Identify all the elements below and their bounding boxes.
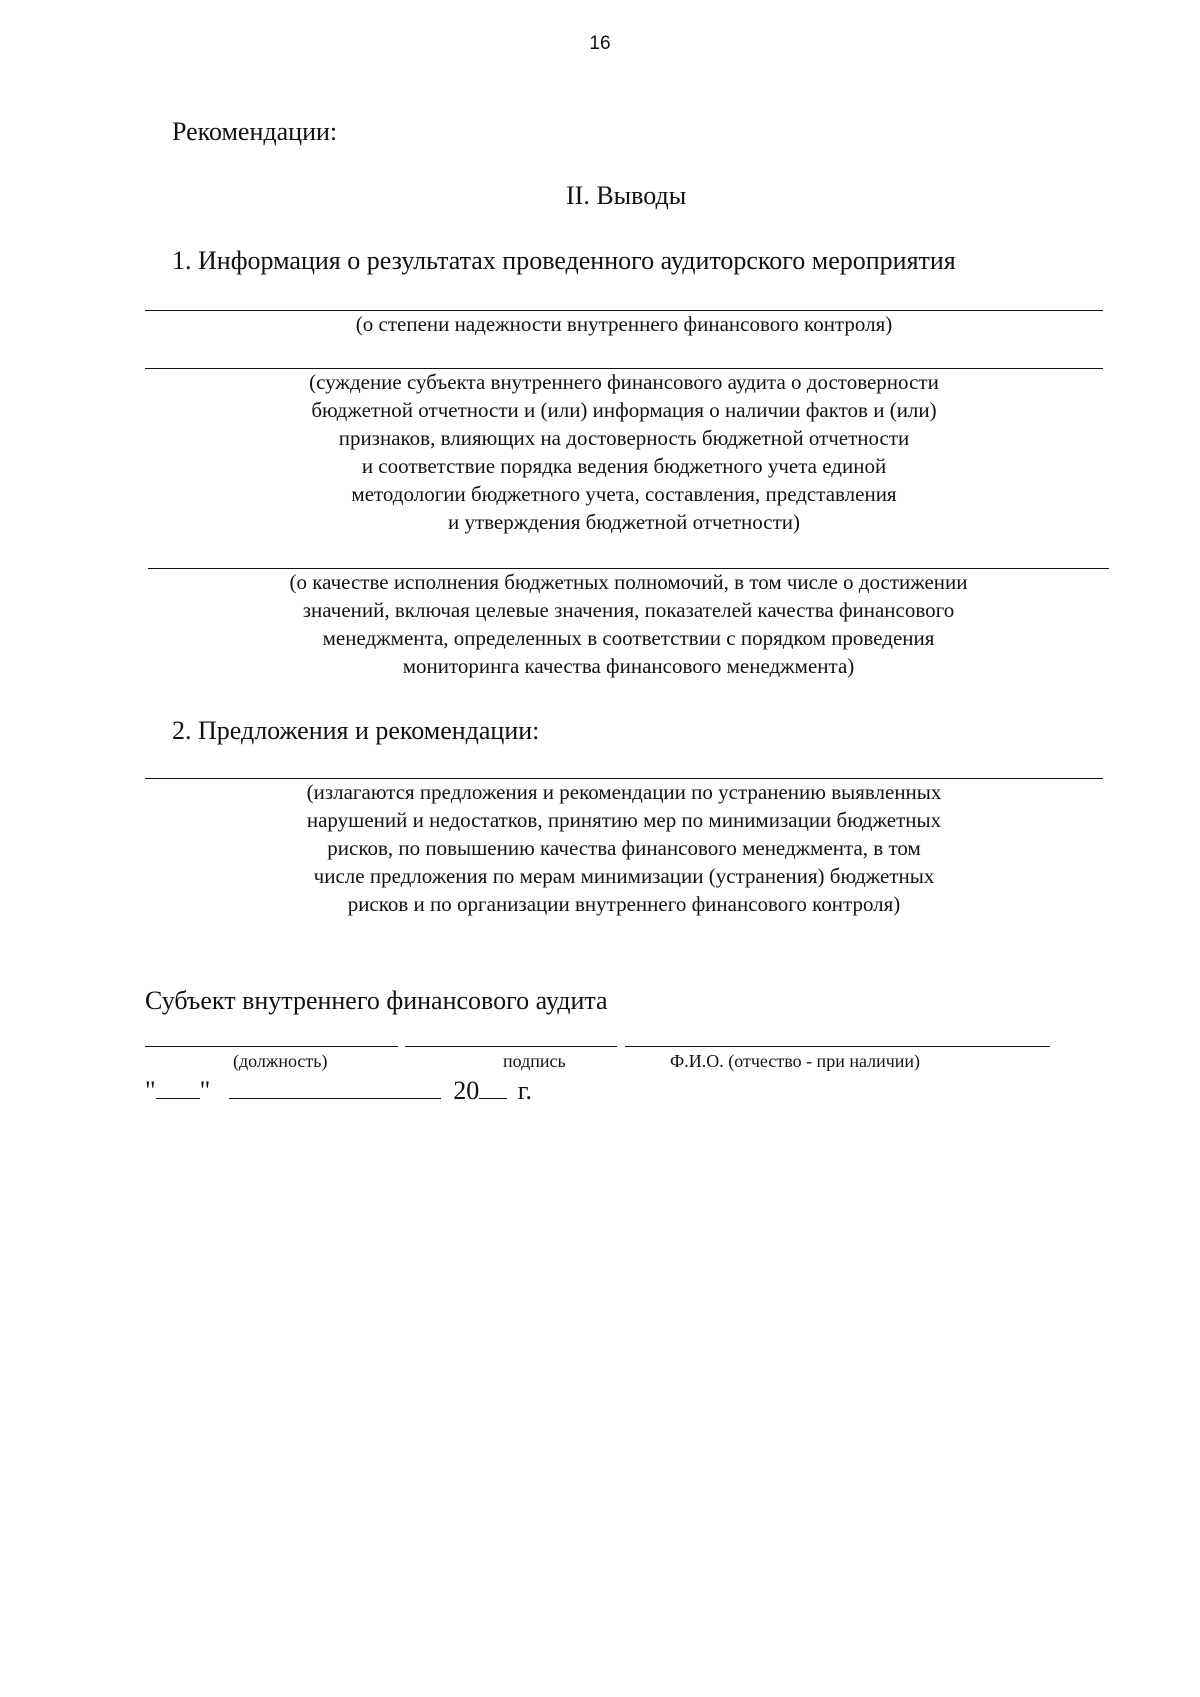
caption-line: нарушений и недостатков, принятию мер по минимизации бюджетных [306,808,942,832]
caption-line: методологии бюджетного учета, составления, представления [351,482,897,506]
signature-subject-label: Субъект внутреннего финансового аудита [145,986,608,1015]
date-year-suffix: г. [517,1076,532,1105]
signature-line[interactable] [405,1046,617,1047]
caption-line: (излагаются предложения и рекомендации по устранению выявленных [306,780,942,804]
caption-line: значений, включая целевые значения, показателей качества финансового [302,598,955,622]
caption-line: рисков, по повышению качества финансового менеджмента, в том [327,836,921,860]
name-line[interactable] [625,1046,1050,1047]
caption-line: менеджмента, определенных в соответствии с порядком проведения [322,626,935,650]
caption-line: признаков, влияющих на достоверность бюджетной отчетности [338,426,910,450]
date-year-field[interactable] [479,1076,507,1099]
signature-caption: подпись [503,1051,566,1071]
caption-reliability [145,310,1103,338]
date-quote-open: " [145,1076,156,1105]
position-line[interactable] [145,1046,398,1047]
name-caption: Ф.И.О. (отчество - при наличии) [670,1051,921,1071]
caption-line: (суждение субъекта внутреннего финансового аудита о достоверности [309,370,939,394]
date-day-field[interactable] [156,1076,200,1099]
item2-heading: 2. Предложения и рекомендации: [172,716,540,745]
date-month-field[interactable] [229,1076,441,1099]
date-year-prefix: 20 [453,1076,480,1105]
date-quote-close: " [199,1076,211,1105]
caption-line: числе предложения по мерам минимизации (устранения) бюджетных [313,864,935,888]
caption-line: (о качестве исполнения бюджетных полномочий, в том числе о достижении [289,570,968,594]
item1-heading: 1. Информация о результатах проведенного аудиторского мероприятия [172,246,956,275]
caption-judgement [145,368,1103,536]
caption-line: бюджетной отчетности и (или) информация о наличии фактов и (или) [311,398,937,422]
caption-line: и соответствие порядка ведения бюджетного учета единой [361,454,887,478]
caption-proposals [145,778,1103,918]
date-line [145,1076,532,1106]
recommendations-label: Рекомендации: [172,117,338,146]
caption-line: мониторинга качества финансового менеджмента) [402,654,855,678]
caption-line: рисков и по организации внутреннего финансового контроля) [347,892,901,916]
caption-line: и утверждения бюджетной отчетности) [447,510,801,534]
section-title: II. Выводы [566,181,687,210]
page-number: 16 [589,33,611,54]
position-caption: (должность) [233,1051,328,1071]
caption-line: (о степени надежности внутреннего финансового контроля) [355,312,893,336]
caption-quality [148,568,1109,680]
